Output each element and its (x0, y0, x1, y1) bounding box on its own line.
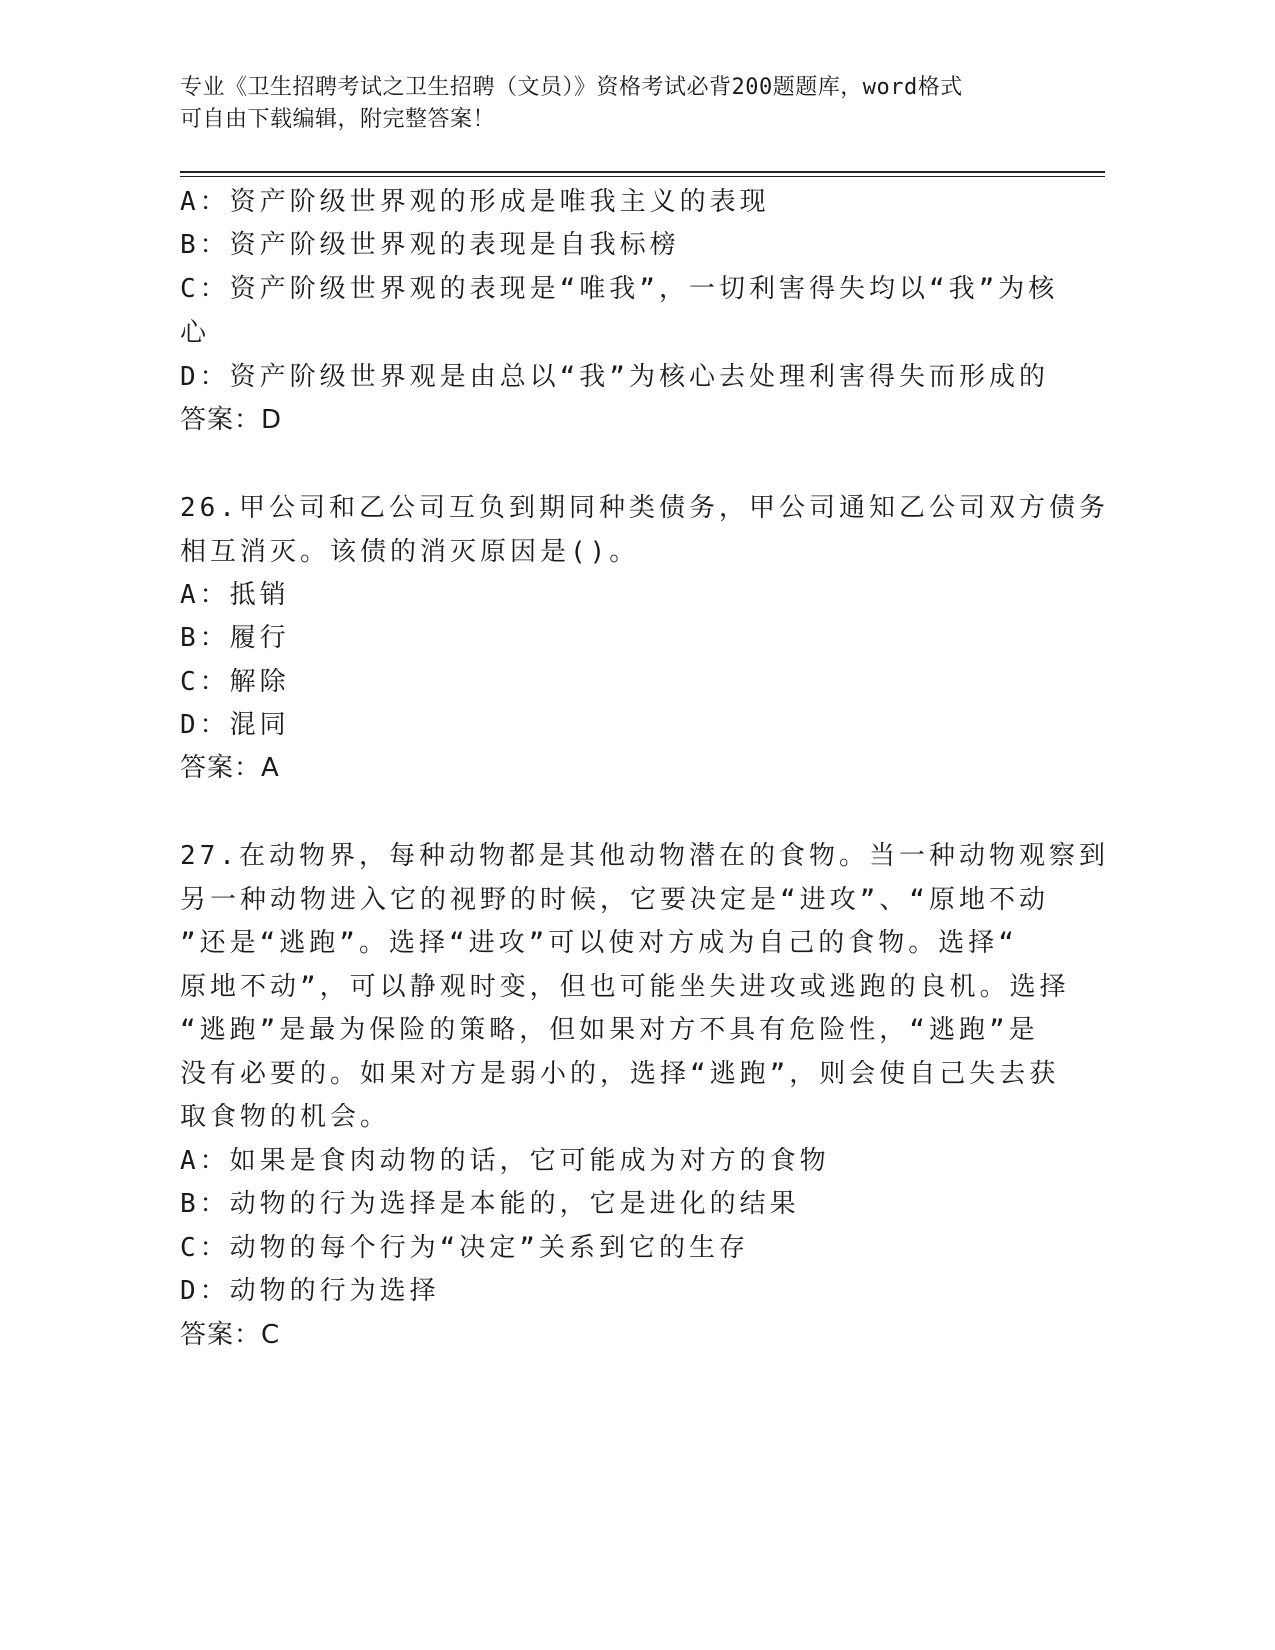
document-header (180, 72, 1040, 136)
header-divider-thin (180, 176, 1105, 177)
q26-stem-line-2: 相互消灭。该债的消灭原因是()。 (180, 537, 640, 567)
q25-option-c-line-2: 心 (180, 318, 211, 348)
q25-answer: 答案：D (180, 405, 283, 435)
header-line-1: 专业《卫生招聘考试之卫生招聘（文员）》资格考试必背200题题库，word格式 (180, 75, 963, 100)
q26-option-a: A：抵销 (180, 580, 290, 610)
q25-option-d: D：资产阶级世界观是由总以“我”为核心去处理利害得失而形成的 (180, 362, 1049, 392)
q27-stem-line-2: 另一种动物进入它的视野的时候，它要决定是“进攻”、“原地不动 (180, 885, 1049, 915)
q27-answer: 答案：C (180, 1320, 281, 1350)
q27-stem-line-7: 取食物的机会。 (180, 1102, 391, 1132)
q27-option-c: C：动物的每个行为“决定”关系到它的生存 (180, 1233, 749, 1263)
q26-option-b: B：履行 (180, 623, 290, 653)
q27-stem-line-3: ”还是“逃跑”。选择“进攻”可以使对方成为自己的食物。选择“ (180, 928, 1018, 958)
q25-option-a: A：资产阶级世界观的形成是唯我主义的表现 (180, 187, 770, 217)
q25-option-c-line-1: C：资产阶级世界观的表现是“唯我”，一切利害得失均以“我”为核 (180, 274, 1059, 304)
q26-option-d: D：混同 (180, 710, 290, 740)
header-line-2: 可自由下载编辑，附完整答案！ (180, 107, 496, 132)
q27-stem-line-6: 没有必要的。如果对方是弱小的，选择“逃跑”，则会使自己失去获 (180, 1059, 1060, 1089)
q27-stem-line-4: 原地不动”，可以静观时变，但也可能坐失进攻或逃跑的良机。选择 (180, 972, 1070, 1002)
q27-stem-line-1: 27.在动物界，每种动物都是其他动物潜在的食物。当一种动物观察到 (180, 841, 1109, 871)
q26-stem-line-1: 26.甲公司和乙公司互负到期同种类债务，甲公司通知乙公司双方债务 (180, 493, 1109, 523)
q27-option-b: B：动物的行为选择是本能的，它是进化的结果 (180, 1189, 800, 1219)
q26-option-c: C：解除 (180, 667, 290, 697)
q27-option-d: D：动物的行为选择 (180, 1276, 440, 1306)
header-divider-thick (180, 171, 1105, 173)
q26-answer: 答案：A (180, 753, 280, 783)
q25-option-b: B：资产阶级世界观的表现是自我标榜 (180, 230, 680, 260)
q27-option-a: A：如果是食肉动物的话，它可能成为对方的食物 (180, 1146, 830, 1176)
q27-stem-line-5: “逃跑”是最为保险的策略，但如果对方不具有危险性，“逃跑”是 (180, 1015, 1039, 1045)
